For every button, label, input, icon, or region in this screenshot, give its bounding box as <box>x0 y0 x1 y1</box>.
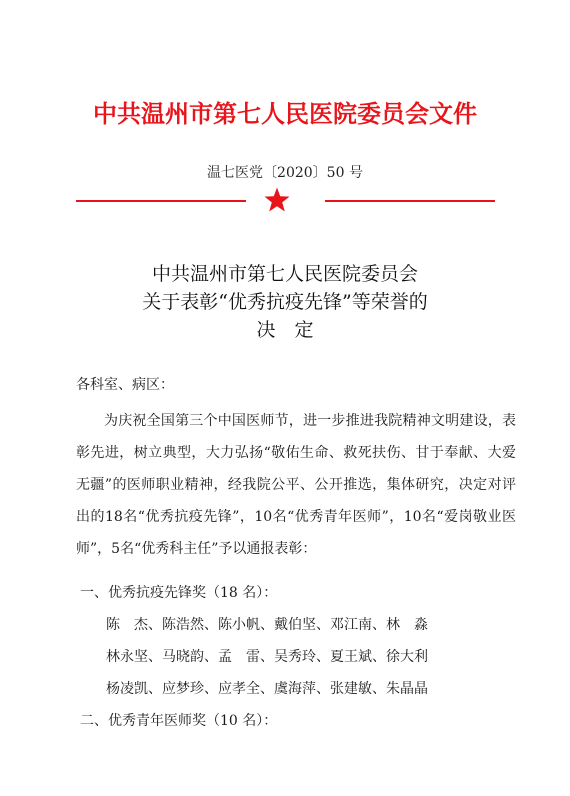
award-names-row: 陈 杰、陈浩然、陈小帆、戴伯坚、邓江南、林 淼 <box>106 617 428 633</box>
title-line-3: 决 定 <box>256 319 314 341</box>
decision-title <box>0 260 570 344</box>
document-number: 温七医党〔2020〕50 号 <box>207 165 363 181</box>
body-paragraph: 为庆祝全国第三个中国医师节，进一步推进我院精神文明建设，表彰先进，树立典型，大力弘扬“敬佑生命、救死扶伤、甘于奉献、大爱无疆”的医师职业精神，经我院公平、公开推选，集体研究，决定对评出的18名“优秀抗疫先锋”，10名“优秀青年医师”，10名“爱岗敬业医师”，5名“优秀科主任”予以通报表彰： <box>76 413 516 557</box>
section-2-heading: 二、优秀青年医师奖（10 名）： <box>80 713 278 729</box>
header-divider-right <box>325 200 495 202</box>
salutation: 各科室、病区： <box>76 377 174 393</box>
section-1-heading: 一、优秀抗疫先锋奖（18 名）： <box>80 585 278 601</box>
document-header-title: 中共温州市第七人民医院委员会文件 <box>93 100 477 128</box>
red-star-icon <box>263 186 291 214</box>
title-line-1: 中共温州市第七人民医院委员会 <box>151 263 418 285</box>
award-names-row: 林永坚、马晓韵、孟 雷、吴秀玲、夏王斌、徐大利 <box>106 649 428 665</box>
header-divider-left <box>76 200 246 202</box>
title-line-2: 关于表彰“优秀抗疫先锋”等荣誉的 <box>142 291 428 313</box>
award-names-row: 杨凌凯、应梦珍、应孝全、虞海萍、张建敏、朱晶晶 <box>106 681 428 697</box>
